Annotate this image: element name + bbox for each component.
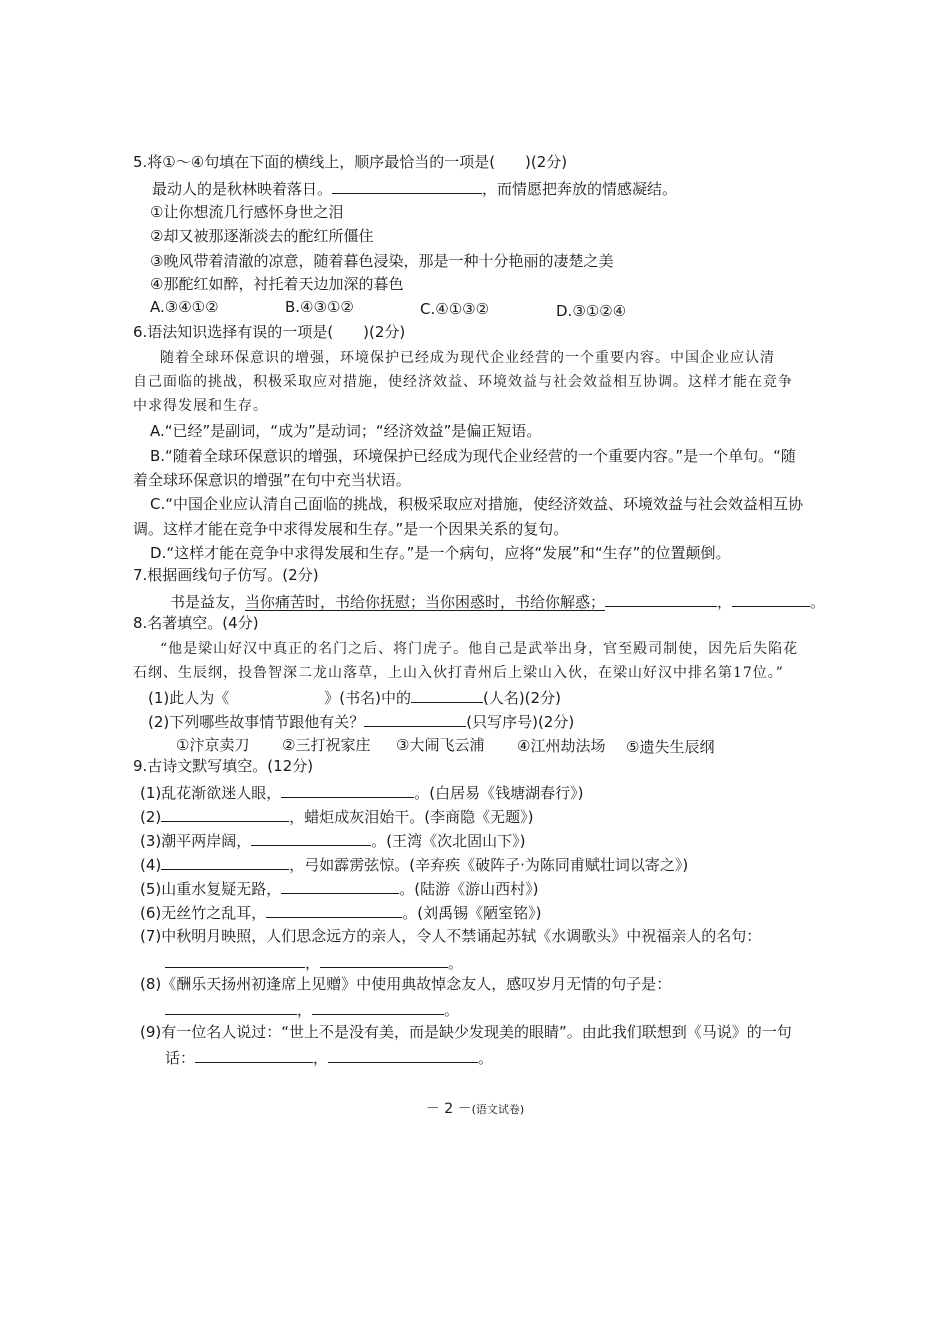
q6-option-b-line-1: B.“随着全球环保意识的增强，环境保护已经成为现代企业经营的一个重要内容。”是一个单句。“随 <box>150 447 796 465</box>
page-number: － 2 － <box>425 1101 472 1117</box>
q9-blank-8a[interactable] <box>165 998 297 1015</box>
q6-passage-line-3: 中求得发展和生存。 <box>133 398 268 414</box>
q9-line-8-answer: ， 。 <box>165 998 459 1020</box>
q8-story-1: ①汴京卖刀 <box>176 736 250 754</box>
q9-line-1: (1)乱花渐欲迷人眼， 。(白居易《钱塘湖春行》) <box>140 781 583 803</box>
q9-stem: 9.古诗文默写填空。(12分) <box>133 757 314 775</box>
q7-stem: 7.根据画线句子仿写。(2分) <box>133 566 319 584</box>
q9-line-9-answer: 话： ， 。 <box>165 1046 493 1068</box>
q9-blank-3[interactable] <box>251 829 371 846</box>
q9-line-2: (2) ，蜡炬成灰泪始干。(李商隐《无题》) <box>140 805 533 827</box>
q9-line-8: (8)《酬乐天扬州初逢席上见赠》中使用典故悼念友人，感叹岁月无情的句子是： <box>140 975 672 993</box>
q6-passage-line-1: 随着全球环保意识的增强，环境保护已经成为现代企业经营的一个重要内容。中国企业应认清 <box>160 350 775 366</box>
q8-sub-1: (1)此人为《 》(书名)中的 (人名)(2分) <box>148 686 561 708</box>
q6-option-b-line-2: 着全球环保意识的增强”在句中充当状语。 <box>133 471 411 489</box>
q9-blank-8b[interactable] <box>312 998 444 1015</box>
q8-stem: 8.名著填空。(4分) <box>133 614 259 632</box>
q8-passage-line-1: “他是梁山好汉中真正的名门之后、将门虎子。他自己是武举出身，官至殿司制使，因先后失陷花 <box>160 641 799 657</box>
q6-option-d: D.“这样才能在竞争中求得发展和生存。”是一个病句，应将“发展”和“生存”的位置颠倒。 <box>150 544 731 562</box>
q5-option-d: D.③①②④ <box>556 302 627 320</box>
q8-story-4: ④江州劫法场 <box>517 737 606 755</box>
q5-option-c: C.④①③② <box>420 300 490 318</box>
q8-story-blank[interactable] <box>364 710 466 727</box>
q6-option-c-line-1: C.“中国企业应认清自己面临的挑战，积极采取应对措施，使经济效益、环境效益与社会效益相互协 <box>150 495 804 513</box>
q5-item-2: ②却又被那逐渐淡去的酡红所僵住 <box>150 227 374 245</box>
q8-story-3: ③大闹飞云浦 <box>396 736 485 754</box>
q9-blank-9a[interactable] <box>195 1046 313 1063</box>
q8-name-blank[interactable] <box>411 686 483 703</box>
exam-label: (语文试卷) <box>471 1103 525 1116</box>
q7-underlined-sentence: 当你痛苦时，书给你抚慰；当你困惑时，书给你解惑； <box>245 593 606 611</box>
q8-story-5: ⑤遗失生辰纲 <box>626 738 715 756</box>
q9-blank-1[interactable] <box>281 781 414 798</box>
q9-blank-6[interactable] <box>266 901 402 918</box>
q9-line-5: (5)山重水复疑无路， 。(陆游《游山西村》) <box>140 877 538 899</box>
q6-option-c-line-2: 调。这样才能在竞争中求得发展和生存。”是一个因果关系的复句。 <box>133 520 569 538</box>
q9-blank-4[interactable] <box>161 853 289 870</box>
q8-sub-2: (2)下列哪些故事情节跟他有关？ (只写序号)(2分) <box>148 710 574 732</box>
q7-blank-1[interactable] <box>605 590 717 607</box>
q5-item-3: ③晚风带着清澈的凉意，随着暮色浸染，那是一种十分艳丽的凄楚之美 <box>150 252 614 270</box>
q6-option-a: A.“已经”是副词，“成为”是动词；“经济效益”是偏正短语。 <box>150 422 542 440</box>
q9-line-3: (3)潮平两岸阔， 。(王湾《次北固山下》) <box>140 829 525 851</box>
q8-story-2: ②三打祝家庄 <box>282 736 371 754</box>
q7-blank-2[interactable] <box>732 590 810 607</box>
q9-line-7-answer: ， 。 <box>165 951 463 973</box>
q6-passage-line-2: 自己面临的挑战，积极采取应对措施，使经济效益、环境效益与社会效益相互协调。这样才能在竞争 <box>133 374 793 390</box>
q5-sentence: 最动人的是秋林映着落日。 ，而情愿把奔放的情感凝结。 <box>152 177 677 199</box>
q5-item-4: ④那酡红如醉，衬托着天边加深的暮色 <box>150 275 404 293</box>
q9-line-9: (9)有一位名人说过：“世上不是没有美，而是缺少发现美的眼睛”。由此我们联想到《马说》的一句 <box>140 1023 792 1041</box>
q9-blank-9b[interactable] <box>328 1046 478 1063</box>
page-footer <box>0 1098 950 1118</box>
q9-blank-7b[interactable] <box>320 951 448 968</box>
q9-line-4: (4) ，弓如霹雳弦惊。(辛弃疾《破阵子·为陈同甫赋壮词以寄之》) <box>140 853 688 875</box>
q7-sentence: 书是益友，当你痛苦时，书给你抚慰；当你困惑时，书给你解惑； ， 。 <box>170 590 825 612</box>
q5-option-a: A.③④①② <box>150 298 219 316</box>
q5-stem: 5.将①～④句填在下面的横线上，顺序最恰当的一项是( )(2分) <box>133 153 568 171</box>
q9-blank-7a[interactable] <box>165 951 305 968</box>
q6-stem: 6.语法知识选择有误的一项是( )(2分) <box>133 323 406 341</box>
q5-blank[interactable] <box>332 177 482 194</box>
q5-item-1: ①让你想流几行感怀身世之泪 <box>150 203 344 221</box>
q9-line-7: (7)中秋明月映照，人们思念远方的亲人，令人不禁诵起苏轼《水调歌头》中祝福亲人的名句： <box>140 927 762 945</box>
q5-option-b: B.④③①② <box>285 298 354 316</box>
q8-passage-line-2: 石纲、生辰纲，投鲁智深二龙山落草，上山入伙打青州后上梁山入伙，在梁山好汉中排名第17位。” <box>133 665 784 681</box>
q9-line-6: (6)无丝竹之乱耳， 。(刘禹锡《陋室铭》) <box>140 901 541 923</box>
q9-blank-5[interactable] <box>281 877 399 894</box>
q9-blank-2[interactable] <box>161 805 289 822</box>
